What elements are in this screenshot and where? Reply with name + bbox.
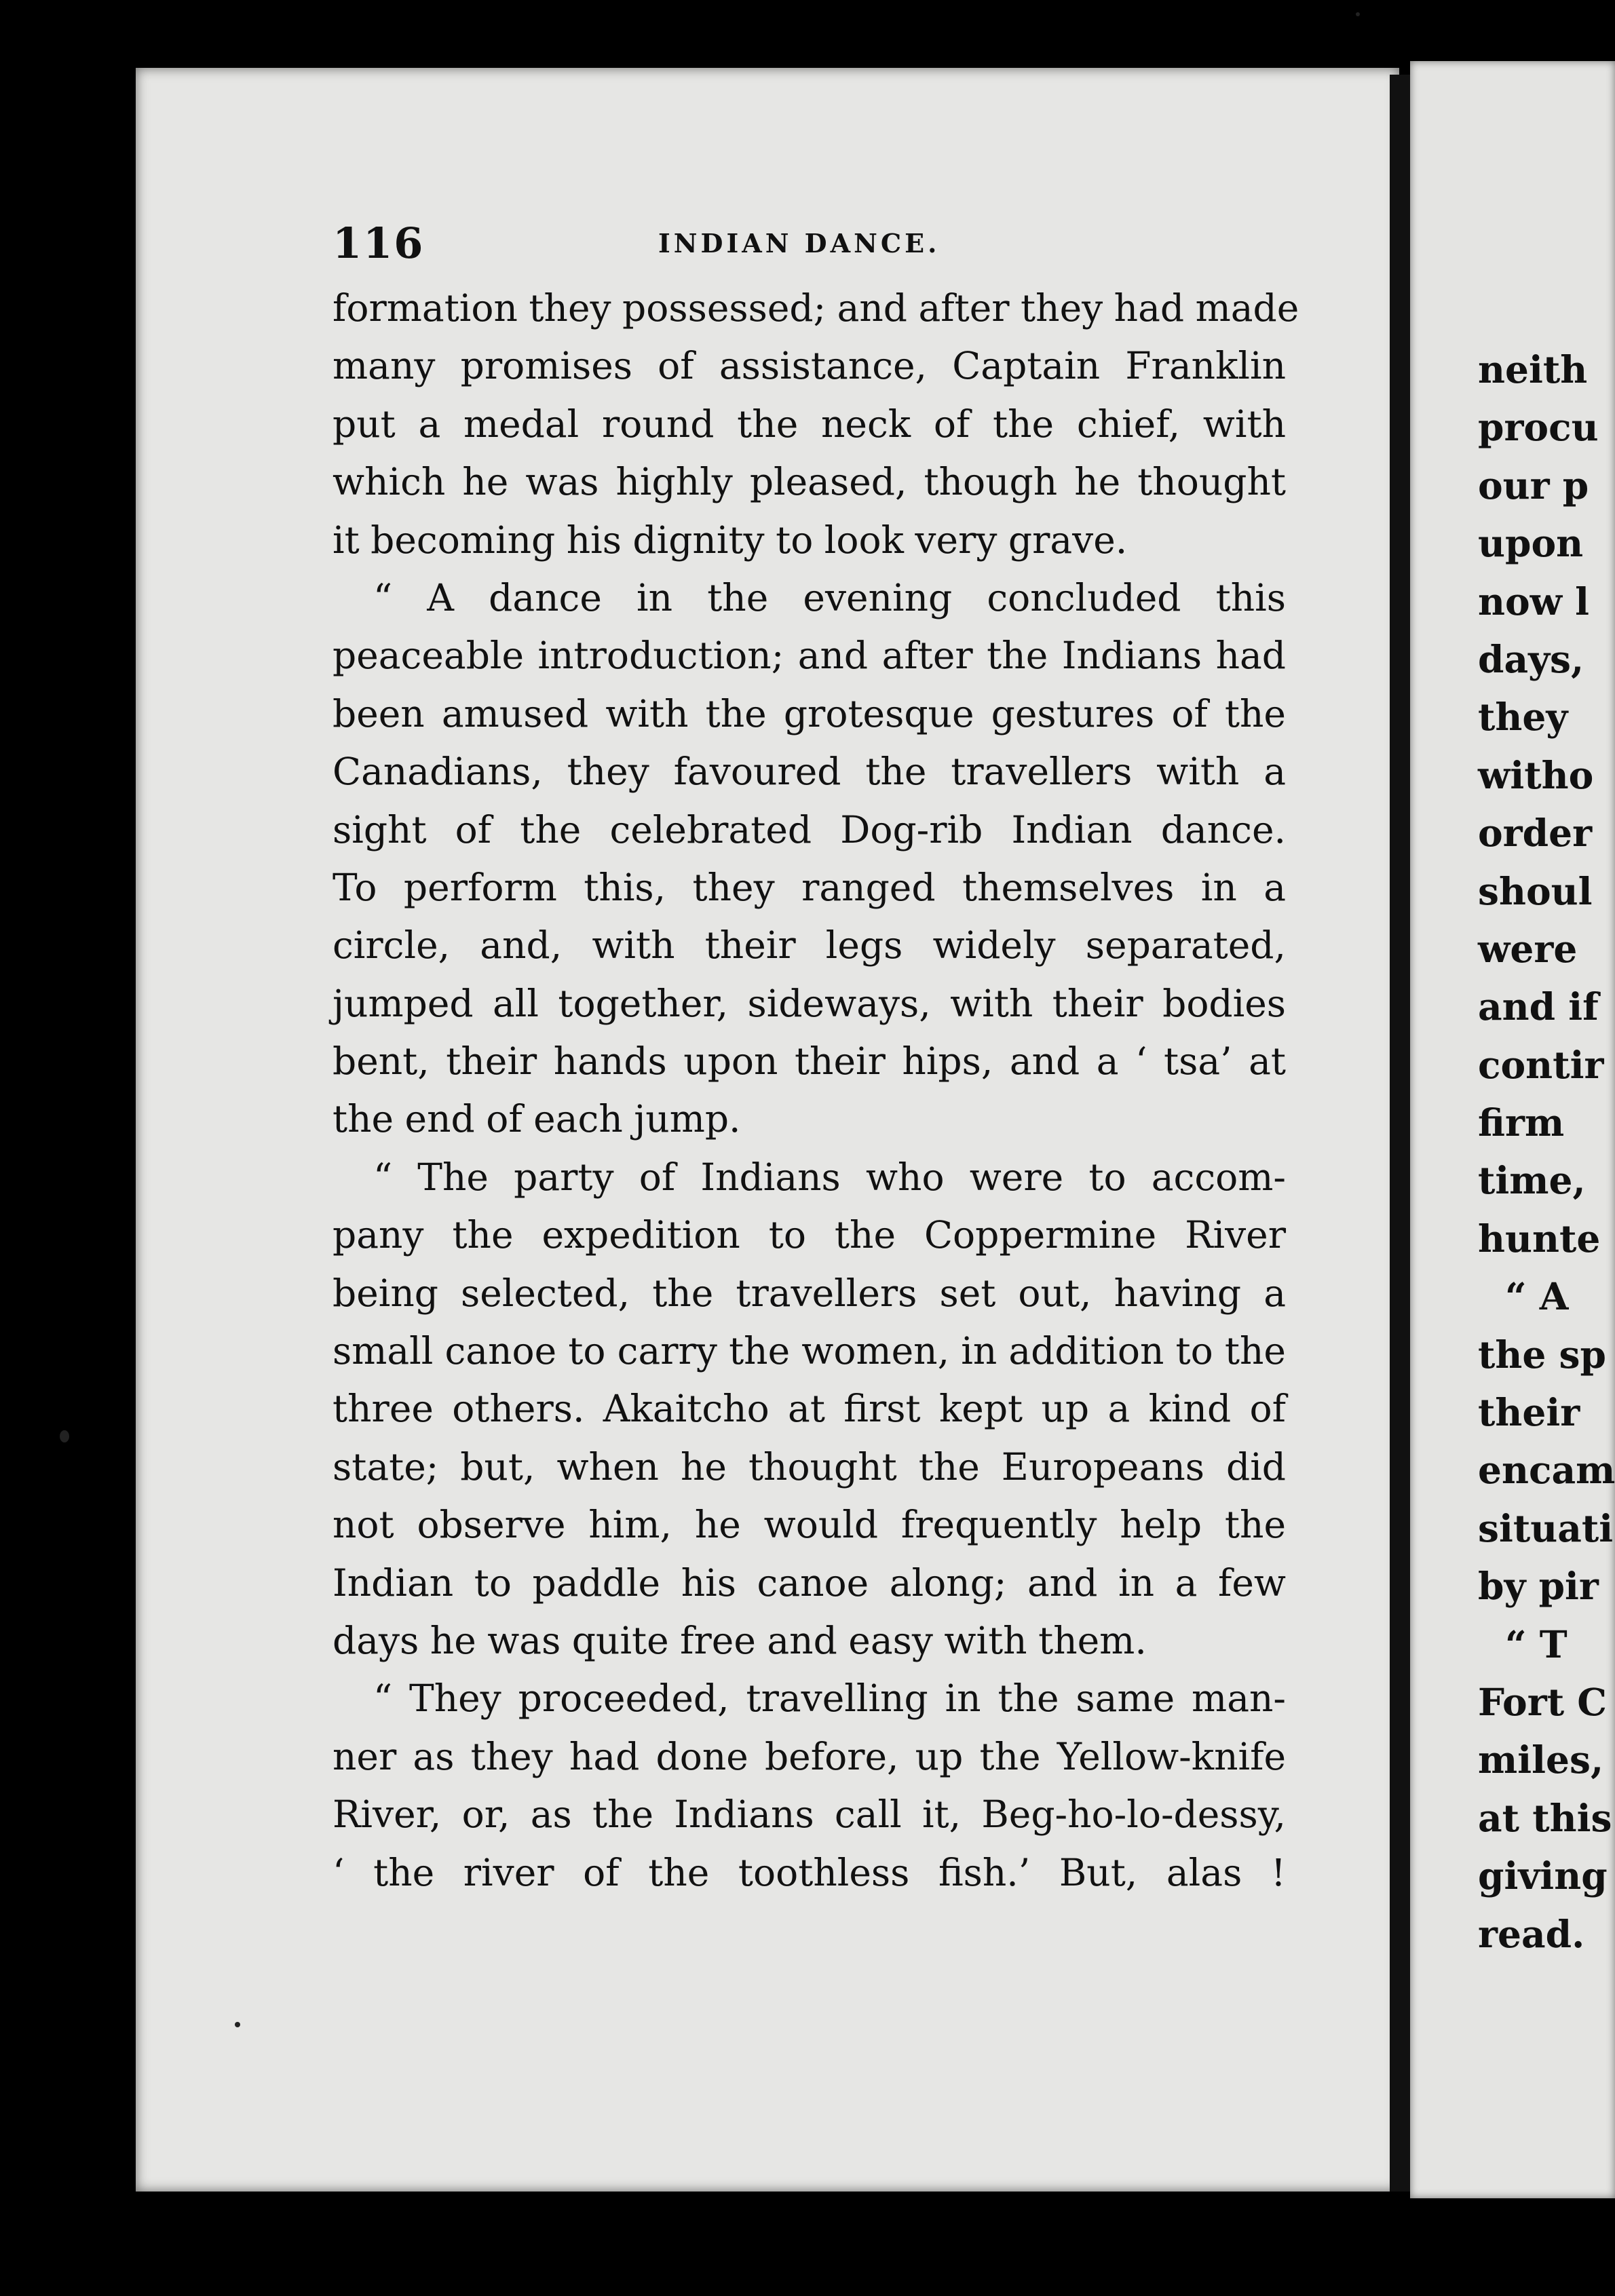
right-text-line: and if — [1478, 984, 1599, 1029]
text-line: days he was quite free and easy with them. — [332, 1618, 1147, 1662]
text-line: which he was highly pleased, though he thought — [332, 460, 1286, 504]
text-line: pany the expedition to the Coppermine River — [332, 1213, 1286, 1257]
right-text-line: encam — [1478, 1448, 1615, 1493]
right-text-line: firm — [1478, 1101, 1565, 1145]
right-text-line: shoul — [1478, 868, 1593, 913]
right-text-line: miles, — [1478, 1738, 1604, 1782]
text-line: small canoe to carry the women, in addition to the — [332, 1329, 1286, 1373]
text-line: “ A dance in the evening concluded this — [373, 575, 1286, 619]
right-text-line: at this — [1478, 1795, 1612, 1840]
right-text-line: witho — [1478, 752, 1594, 797]
text-line: ‘ the river of the toothless fish.’ But, alas ! — [332, 1850, 1286, 1894]
right-text-line: read. — [1478, 1911, 1585, 1956]
text-line: state; but, when he thought the Europeans did — [332, 1444, 1286, 1489]
right-text-line: procu — [1478, 405, 1599, 450]
scan-speck — [1356, 12, 1360, 16]
text-line: formation they possessed; and after they had made — [332, 286, 1299, 330]
right-text-line: contir — [1478, 1042, 1604, 1087]
text-line: sight of the celebrated Dog-rib Indian dance. — [332, 807, 1286, 852]
right-text-line: “ T — [1505, 1622, 1568, 1666]
text-line: ner as they had done before, up the Yellow-knife — [332, 1734, 1286, 1778]
book-gutter — [1390, 75, 1411, 2192]
right-text-line: their — [1478, 1390, 1580, 1435]
text-line: bent, their hands upon their hips, and a ‘ tsa’ at — [332, 1039, 1286, 1084]
running-title: INDIAN DANCE. — [658, 228, 940, 259]
text-line: River, or, as the Indians call it, Beg-ho-lo-dessy, — [332, 1793, 1286, 1837]
right-text-line: Fort C — [1478, 1679, 1608, 1724]
text-line: three others. Akaitcho at first kept up a kind of — [332, 1387, 1286, 1431]
right-text-line: were — [1478, 926, 1578, 971]
right-text-line: situati — [1478, 1506, 1614, 1550]
text-line: many promises of assistance, Captain Franklin — [332, 344, 1286, 388]
right-page-text — [1478, 341, 1615, 1963]
text-line: To perform this, they ranged themselves in a — [332, 865, 1286, 909]
scan-speck — [235, 2022, 240, 2027]
text-line: being selected, the travellers set out, having a — [332, 1271, 1286, 1315]
text-line: been amused with the grotesque gestures of the — [332, 691, 1286, 735]
right-text-line: upon — [1478, 521, 1584, 566]
text-line: put a medal round the neck of the chief, with — [332, 402, 1286, 446]
right-text-line: the sp — [1478, 1332, 1606, 1377]
right-page — [1410, 61, 1615, 2198]
right-text-line: neith — [1478, 347, 1588, 391]
right-text-line: now l — [1478, 579, 1590, 624]
scan-speck — [60, 1430, 69, 1442]
right-text-line: hunte — [1478, 1216, 1601, 1261]
right-text-line: by pir — [1478, 1564, 1599, 1609]
text-line: “ They proceeded, travelling in the same man- — [373, 1677, 1286, 1721]
text-line: circle, and, with their legs widely separated, — [332, 923, 1286, 968]
right-text-line: “ A — [1505, 1274, 1569, 1319]
right-text-line: giving — [1478, 1854, 1608, 1898]
text-line: not observe him, he would frequently help the — [332, 1503, 1286, 1547]
page-header — [332, 218, 1296, 273]
text-line: Canadians, they favoured the travellers with a — [332, 750, 1286, 794]
text-line: Indian to paddle his canoe along; and in a few — [332, 1561, 1286, 1605]
text-line: “ The party of Indians who were to accom- — [373, 1155, 1286, 1199]
text-line: peaceable introduction; and after the Indians had — [332, 634, 1286, 678]
text-line: jumped all together, sideways, with their bodies — [332, 981, 1286, 1025]
right-text-line: days, — [1478, 636, 1584, 681]
text-line: it becoming his dignity to look very grave. — [332, 518, 1128, 562]
text-line: the end of each jump. — [332, 1097, 741, 1141]
right-text-line: they — [1478, 695, 1568, 740]
right-text-line: time, — [1478, 1158, 1586, 1203]
right-text-line: order — [1478, 811, 1593, 856]
right-text-line: our p — [1478, 463, 1589, 508]
body-text — [332, 280, 1299, 1902]
page-number: 116 — [332, 218, 425, 268]
